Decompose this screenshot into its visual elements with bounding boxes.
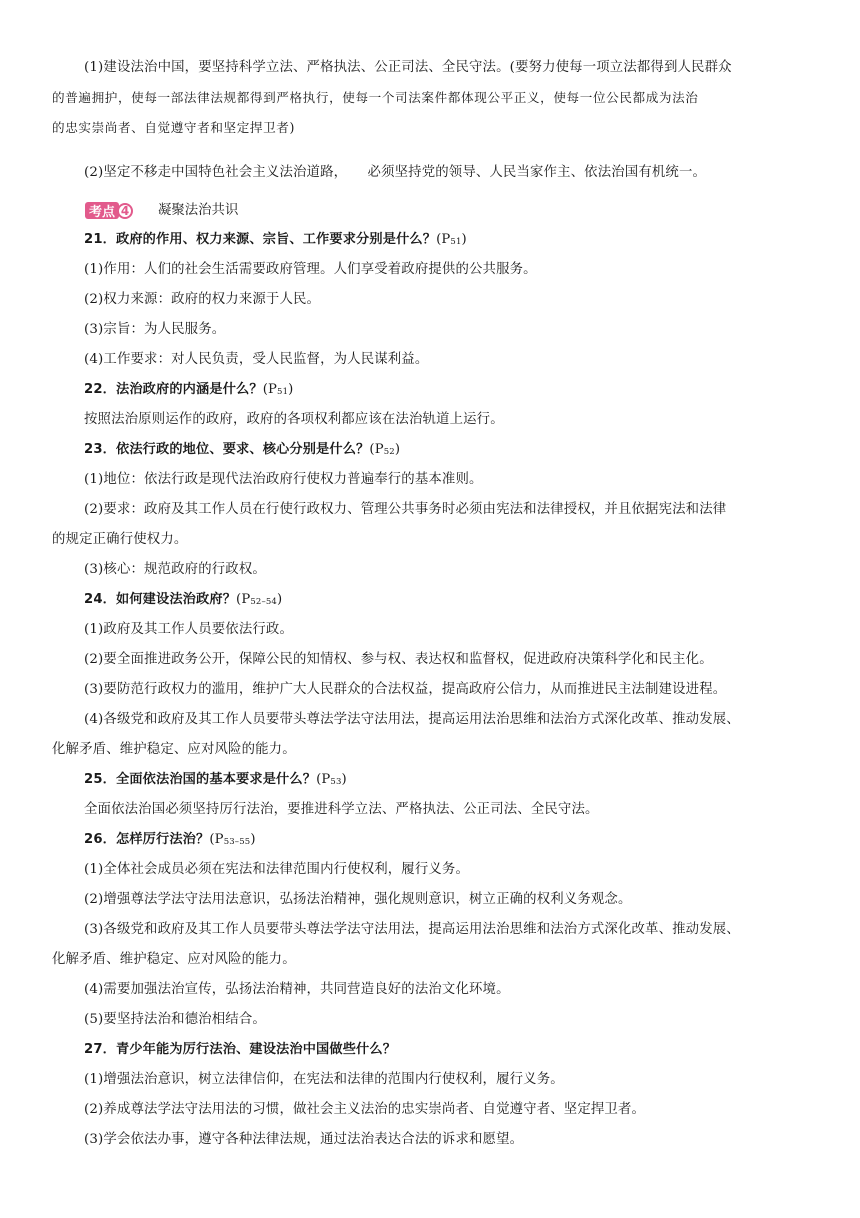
question-24-title: 24．如何建设法治政府？ (84, 592, 237, 607)
answer-26-3-line1: (3)各级党和政府及其工作人员要带头尊法学法守法用法，提高运用法治思维和法治方式深化改革、推动发展、 (84, 922, 740, 937)
section-badge-number: 4 (117, 203, 133, 219)
question-22-ref: $(P_{51})$ (262, 382, 294, 397)
answer-27-3: (3)学会依法办事，遵守各种法律法规，通过法治表达合法的诉求和愿望。 (84, 1132, 524, 1147)
question-26 (84, 830, 810, 852)
question-21-title: 21．政府的作用、权力来源、宗旨、工作要求分别是什么？ (84, 232, 437, 247)
question-25-title: 25．全面依法治国的基本要求是什么？ (84, 772, 317, 787)
answer-21-2: (2)权力来源：政府的权力来源于人民。 (84, 292, 321, 307)
answer-26-3-line2: 化解矛盾、维护稳定、应对风险的能力。 (52, 952, 296, 967)
question-23-title: 23．依法行政的地位、要求、核心分别是什么？ (84, 442, 370, 457)
question-21-ref: $(P_{51})$ (436, 232, 467, 247)
question-23 (84, 440, 810, 462)
answer-23-3: (3)核心：规范政府的行政权。 (84, 562, 266, 577)
answer-21-1: (1)作用：人们的社会生活需要政府管理。人们享受着政府提供的公共服务。 (84, 262, 537, 277)
question-22-title: 22．法治政府的内涵是什么？ (84, 382, 263, 397)
answer-24-3: (3)要防范行政权力的滥用，维护广大人民群众的合法权益，提高政府公信力，从而推进民主法制建设进程。 (84, 682, 727, 697)
answer-26-5: (5)要坚持法治和德治相结合。 (84, 1012, 266, 1027)
question-23-ref: $(P_{52})$ (369, 442, 401, 457)
section-badge-label: 考点 (85, 202, 119, 219)
question-25-ref: $(P_{53})$ (316, 772, 347, 787)
answer-23-2-line2: 的规定正确行使权力。 (52, 532, 188, 547)
question-27 (84, 1040, 810, 1060)
question-24-ref: $(P_{52-54})$ (236, 592, 283, 607)
question-26-title: 26．怎样厉行法治？ (84, 832, 210, 847)
answer-24-2: (2)要全面推进政务公开，保障公民的知情权、参与权、表达权和监督权，促进政府决策科学化和民主化。 (84, 652, 713, 667)
answer-26-1: (1)全体社会成员必须在宪法和法律范围内行使权利，履行义务。 (84, 862, 470, 877)
question-21 (84, 230, 810, 252)
section-badge (85, 201, 147, 220)
question-24 (84, 590, 810, 612)
section-title: 凝聚法治共识 (158, 203, 239, 218)
answer-27-2: (2)养成尊法学法守法用法的习惯，做社会主义法治的忠实崇尚者、自觉遵守者、坚定捍卫者。 (84, 1102, 646, 1117)
question-27-title: 27．青少年能为厉行法治、建设法治中国做些什么？ (84, 1042, 397, 1057)
answer-21-4: (4)工作要求：对人民负责，受人民监督，为人民谋利益。 (84, 352, 429, 367)
intro-p1-line2: 的普遍拥护，使每一部法律法规都得到严格执行，使每一个司法案件都体现公平正义，使每一位公民都成为法治 (52, 90, 699, 105)
answer-24-1: (1)政府及其工作人员要依法行政。 (84, 622, 293, 637)
answer-24-4-line1: (4)各级党和政府及其工作人员要带头尊法学法守法用法，提高运用法治思维和法治方式深化改革、推动发展、 (84, 712, 740, 727)
intro-p1-line1: (1)建设法治中国，要坚持科学立法、严格执法、公正司法、全民守法。(要努力使每一项立法都得到人民群众 (84, 60, 732, 75)
answer-26-2: (2)增强尊法学法守法用法意识，弘扬法治精神，强化规则意识，树立正确的权利义务观念。 (84, 892, 632, 907)
answer-21-3: (3)宗旨：为人民服务。 (84, 322, 226, 337)
answer-25-1: 全面依法治国必须坚持厉行法治，要推进科学立法、严格执法、公正司法、全民守法。 (84, 802, 599, 817)
answer-24-4-line2: 化解矛盾、维护稳定、应对风险的能力。 (52, 742, 296, 757)
question-25 (84, 770, 810, 792)
intro-p1-line3: 的忠实崇尚者、自觉遵守者和坚定捍卫者) (52, 120, 296, 135)
answer-26-4: (4)需要加强法治宣传，弘扬法治精神，共同营造良好的法治文化环境。 (84, 982, 510, 997)
answer-27-1: (1)增强法治意识，树立法律信仰，在宪法和法律的范围内行使权利，履行义务。 (84, 1072, 564, 1087)
intro-p2: (2)坚定不移走中国特色社会主义法治道路， 必须坚持党的领导、人民当家作主、依法治国有机统一。 (84, 165, 707, 180)
question-22 (84, 380, 810, 402)
answer-23-1: (1)地位：依法行政是现代法治政府行使权力普遍奉行的基本准则。 (84, 472, 483, 487)
answer-22-1: 按照法治原则运作的政府，政府的各项权利都应该在法治轨道上运行。 (84, 412, 504, 427)
answer-23-2-line1: (2)要求：政府及其工作人员在行使行政权力、管理公共事务时必须由宪法和法律授权，并且依据宪法和法律 (84, 502, 727, 517)
question-26-ref: $(P_{53-55})$ (209, 832, 256, 847)
